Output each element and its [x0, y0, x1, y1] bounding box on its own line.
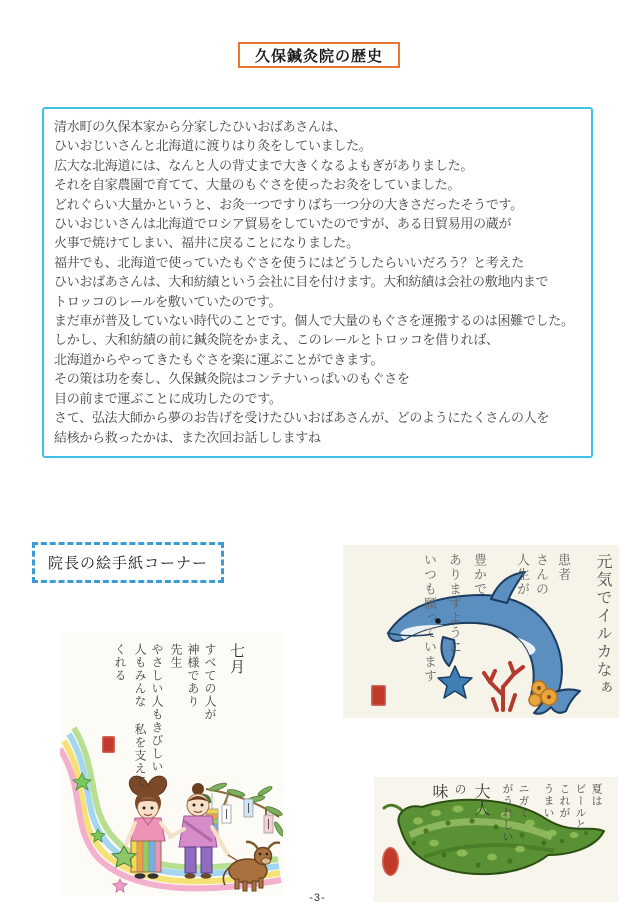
history-line: 広大な北海道には、なんと人の背丈まで大きくなるよもぎがありました。: [54, 157, 474, 173]
caption-column: すべての人が: [203, 643, 217, 721]
caption-column: 神様であり: [186, 643, 200, 708]
history-line: ひいおじいさんと北海道に渡りはり灸をしていました。: [54, 138, 372, 154]
artist-seal-icon: [102, 736, 115, 753]
caption-column: 味: [430, 783, 447, 800]
history-line: 目の前まで運ぶことに成功したのです。: [54, 390, 282, 406]
caption-column: 先生: [169, 643, 183, 669]
caption-column: の: [453, 783, 467, 796]
history-line: トロッコのレールを敷いていたのです。: [54, 293, 282, 309]
etegami-section-header: [32, 542, 224, 583]
goya-illustration: [374, 777, 618, 902]
history-line: ひいおばあさんは、大和紡績という会社に目を付けます。大和紡績は会社の敷地内まで: [54, 274, 549, 290]
caption-column: ビールと: [574, 783, 586, 831]
caption-column: 元気でイルカなぁ: [594, 553, 611, 697]
caption-column: うまい: [542, 783, 554, 819]
caption-column: 人もみんな 私を支えて: [133, 643, 147, 788]
artist-seal-icon: [371, 685, 386, 706]
history-line: しかし、大和紡績の前に鍼灸院をかまえ、このレールとトロッコを借りれば、: [54, 332, 499, 348]
history-text-box: [42, 107, 593, 458]
artist-seal-icon: [382, 847, 399, 876]
caption-column: いつも願っています: [422, 553, 437, 684]
history-line: どれぐらい大量かというと、お灸一つですりばち一つ分の大きさだったそうです。: [54, 196, 523, 212]
caption-column: ありますように: [447, 553, 462, 655]
history-line: さて、弘法大師から夢のお告げを受けたひいおばあさんが、どのようにたくさんの人を: [54, 410, 550, 426]
page-title-text: 久保鍼灸院の歴史: [254, 47, 383, 65]
history-line: 結核から救ったかは、また次回お話ししますね: [54, 429, 321, 445]
history-line: 清水町の久保本家から分家したひいおばあさんは、: [54, 119, 347, 134]
etegami-dolphin-card: [343, 545, 619, 718]
caption-column: 人生が: [515, 553, 530, 597]
caption-column: 大人: [472, 783, 489, 817]
caption-column: さんの: [534, 553, 549, 597]
history-line: 火事で焼けてしまい、福井に戻ることになりました。: [54, 235, 359, 251]
history-line: ひいおじいさんは北海道でロシア貿易をしていたのですが、ある日貿易用の蔵が: [54, 216, 512, 232]
caption-column: これが: [558, 783, 570, 819]
page-number: -3-: [309, 892, 326, 904]
caption-column: やさしい人もきびしい: [150, 643, 164, 773]
etegami-section-header-text: 院長の絵手紙コーナー: [48, 555, 209, 572]
history-line: 北海道からやってきたもぐさを楽に運ぶことができます。: [54, 351, 384, 367]
history-line: その策は功を奏し、久保鍼灸院はコンテナいっぱいのもぐさを: [54, 371, 410, 387]
etegami-goya-card: [374, 777, 618, 902]
etegami-tanabata-card: [60, 633, 283, 895]
history-line: まだ車が普及していない時代のことです。個人で大量のもぐさを運搬するのは困難でした。: [54, 313, 574, 329]
history-line: それを自家農園で育てて、大量のもぐさを使ったお灸をしていました。: [54, 177, 461, 193]
tanabata-children-illustration: [60, 633, 283, 895]
caption-column: 豊かで: [472, 553, 487, 597]
history-line: 福井でも、北海道で使っていたもぐさを使うにはどうしたらいいだろう？と考えた: [54, 254, 524, 270]
caption-column: 七月: [228, 643, 245, 675]
caption-column: 夏は: [590, 783, 602, 807]
page-title: [238, 42, 400, 68]
caption-column: 患者: [556, 553, 571, 582]
caption-column: くれる: [113, 643, 127, 682]
caption-column: がうれしい: [501, 783, 513, 843]
caption-column: ニガミ: [517, 783, 529, 819]
